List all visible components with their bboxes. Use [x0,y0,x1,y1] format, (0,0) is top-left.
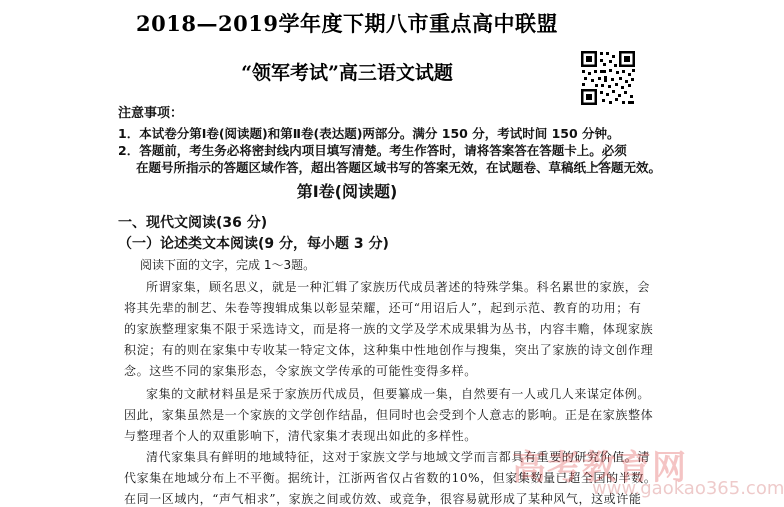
passage-line: 积淀；有的则在家集中专收某一特定文体，这种集中性地创作与搜集，突出了家族的诗文创作理 [124,343,654,357]
qr-code-icon [580,50,636,106]
passage-line: 念。这些不同的家集形态，令家族文学传承的可能性变得多样。 [124,364,477,378]
part-heading: 一、现代文阅读(36 分) [118,215,268,231]
passage-line: 将其先辈的制艺、朱卷等搜辑成集以彰显荣耀，还可“用诏后人”，起到示范、教育的功用；有 [124,301,642,315]
passage-line: 的家族整理家集不限于采选诗文，而是将一族的文学及学术成果辑为丛书，内容丰赡，体现家族 [124,322,654,336]
notice-item-2-cont: 在题号所指示的答题区域作答，超出答题区域书写的答案无效，在试题卷、草稿纸上答题无效。 [136,160,662,175]
watermark: 高考教育网 [512,448,687,488]
section-title: 第Ⅰ卷(阅读题) [296,182,398,201]
check-mark-icon [590,155,608,169]
notice-item-1: 1．本试卷分第Ⅰ卷(阅读题)和第Ⅱ卷(表达题)两部分。满分 150 分，考试时间 150 分钟。 [118,126,620,141]
subpart-heading: （一）论述类文本阅读(9 分，每小题 3 分) [118,236,389,252]
exam-subtitle: “领军考试”高三语文试题 [241,62,453,84]
passage-line: 家集的文献材料虽是采于家族历代成员，但要纂成一集，自然要有一人或几人来谋定体例。 [146,387,651,401]
passage-line: 在同一区域内，“声气相求”，家族之间或仿效、或竞争，很容易就形成了某种风气，这或许能 [124,492,642,506]
passage-line: 与整理者个人的双重影响下，清代家集才表现出如此的多样性。 [124,429,477,443]
notice-heading: 注意事项： [118,106,184,121]
watermark-url: www.gaokao365.com [592,478,784,499]
passage-line: 清代家集具有鲜明的地域特征，这对于家族文学与地域文学而言都具有重要的研究价值。清 [146,450,651,464]
reading-instruction: 阅读下面的文字，完成 1～3题。 [140,258,316,272]
exam-title: 2018—2019学年度下期八市重点高中联盟 [136,11,558,36]
passage-line: 代家集在地域分布上不平衡。据统计，江浙两省仅占省数的10%，但家集数量已超全国的半数。 [124,471,657,485]
passage-line: 所谓家集，顾名思义，就是一种汇辑了家族历代成员著述的特殊学集。科名累世的家族，会 [146,280,651,294]
passage-line: 因此，家集虽然是一个家族的文学创作结晶，但同时也会受到个人意志的影响。正是在家族整体 [124,408,654,422]
notice-item-2: 2．答题前，考生务必将密封线内项目填写清楚。考生作答时，请将答案答在答题卡上。必须 [118,143,627,158]
